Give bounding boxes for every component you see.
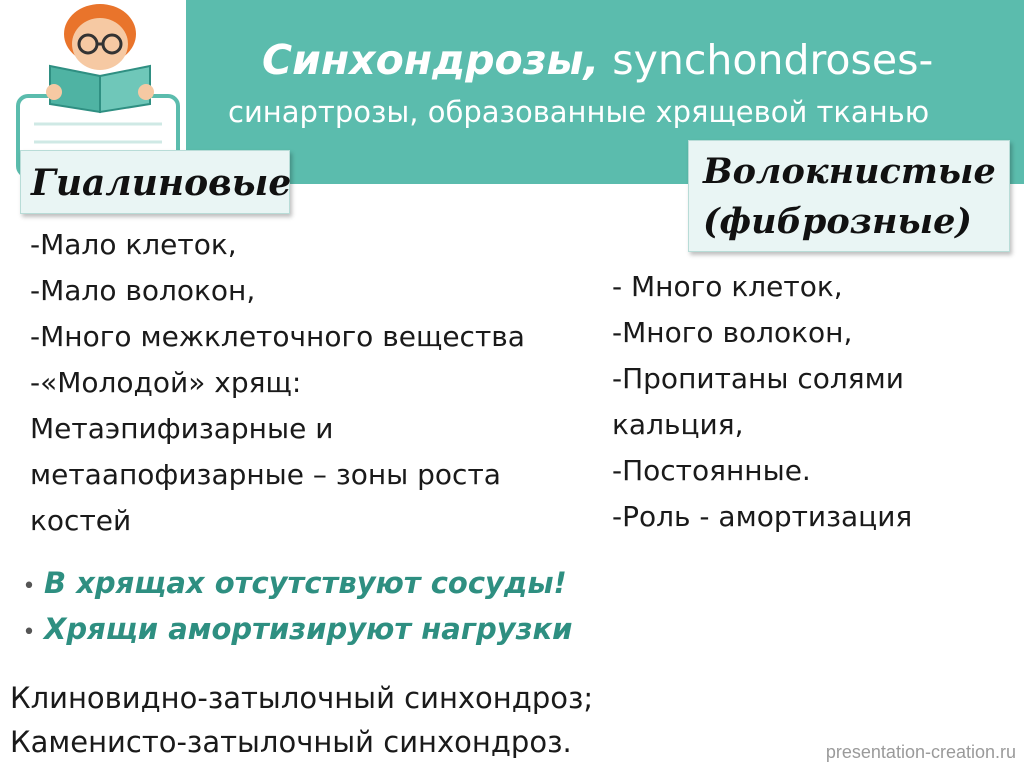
bullet-item	[14, 608, 714, 654]
bullet-dot-icon: •	[22, 574, 36, 599]
fibrous-list	[612, 264, 1012, 540]
list-item: кальция,	[612, 408, 744, 441]
title-rest: synchondroses-	[599, 36, 934, 84]
title-bold: Синхондрозы,	[262, 36, 600, 84]
list-item: -Роль - амортизация	[612, 500, 913, 533]
slide-title	[262, 36, 1022, 84]
key-points	[14, 562, 714, 654]
bullet-item	[14, 562, 714, 608]
watermark: presentation-creation.ru	[825, 742, 1016, 762]
slide-subtitle: синартрозы, образованные хрящевой тканью	[228, 95, 930, 129]
hyaline-list	[30, 222, 610, 544]
list-item: - Много клеток,	[612, 270, 843, 303]
list-item: -Постоянные.	[612, 454, 811, 487]
list-item: костей	[30, 504, 132, 537]
bullet-text: Хрящи амортизируют нагрузки	[44, 612, 573, 646]
list-item: -Много межклеточного вещества	[30, 320, 525, 353]
fibrous-label-line1: Волокнистые	[703, 151, 996, 192]
list-item: -Много волокон,	[612, 316, 853, 349]
bullet-dot-icon: •	[22, 620, 36, 645]
list-item: -Пропитаны солями	[612, 362, 904, 395]
example-line: Каменисто-затылочный синхондроз.	[10, 725, 572, 759]
list-item: метаапофизарные – зоны роста	[30, 458, 501, 491]
hyaline-label: Гиалиновые	[20, 150, 290, 214]
fibrous-label-line2: (фиброзные)	[703, 201, 972, 242]
list-item: Метаэпифизарные и	[30, 412, 334, 445]
list-item: -«Молодой» хрящ:	[30, 366, 302, 399]
fibrous-label	[688, 140, 1010, 252]
bullet-text: В хрящах отсутствуют сосуды!	[44, 566, 567, 600]
examples	[10, 676, 710, 764]
example-line: Клиновидно-затылочный синхондроз;	[10, 681, 594, 715]
list-item: -Мало клеток,	[30, 228, 237, 261]
list-item: -Мало волокон,	[30, 274, 256, 307]
